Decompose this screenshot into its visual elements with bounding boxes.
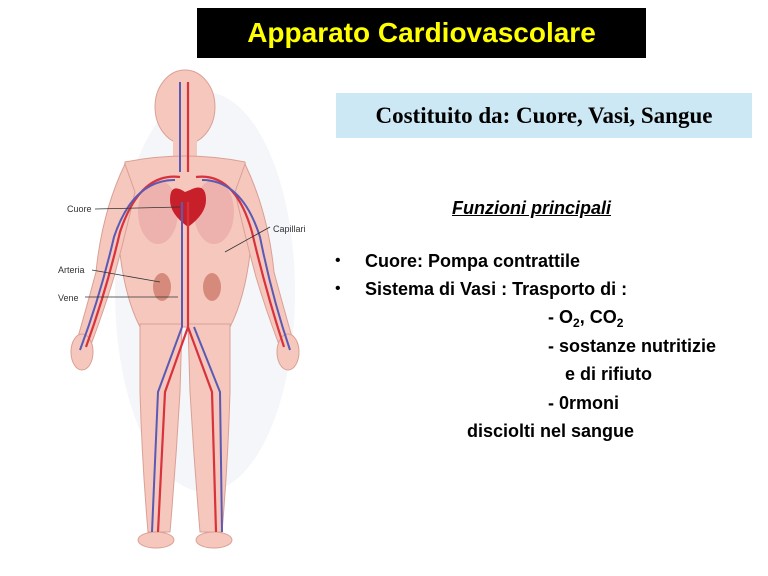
label-capillaries: Capillari: [273, 224, 306, 234]
transport-waste: e di rifiuto: [565, 364, 652, 384]
circulatory-system-illustration: [30, 62, 330, 567]
bullet-heart: Cuore: Pompa contrattile: [365, 251, 581, 271]
section-heading: Funzioni principali: [452, 198, 611, 218]
transport-gases: - $O_2$, $CO_2$: [548, 307, 624, 330]
bullet-marker: •: [335, 280, 341, 297]
bullet-marker: •: [335, 252, 341, 269]
slide-subtitle: Costituito da: Cuore, Vasi, Sangue: [336, 93, 752, 138]
slide-title: Apparato Cardiovascolare: [197, 8, 646, 58]
label-heart: Cuore: [67, 204, 92, 214]
label-artery: Arteria: [58, 265, 85, 275]
label-veins: Vene: [58, 293, 79, 303]
transport-dissolved: disciolti nel sangue: [467, 421, 635, 441]
transport-nutrients: - sostanze nutritizie: [548, 336, 717, 356]
transport-hormones: - 0rmoni: [548, 393, 620, 413]
bullet-vessels: Sistema di Vasi : Trasporto di :: [365, 279, 628, 299]
